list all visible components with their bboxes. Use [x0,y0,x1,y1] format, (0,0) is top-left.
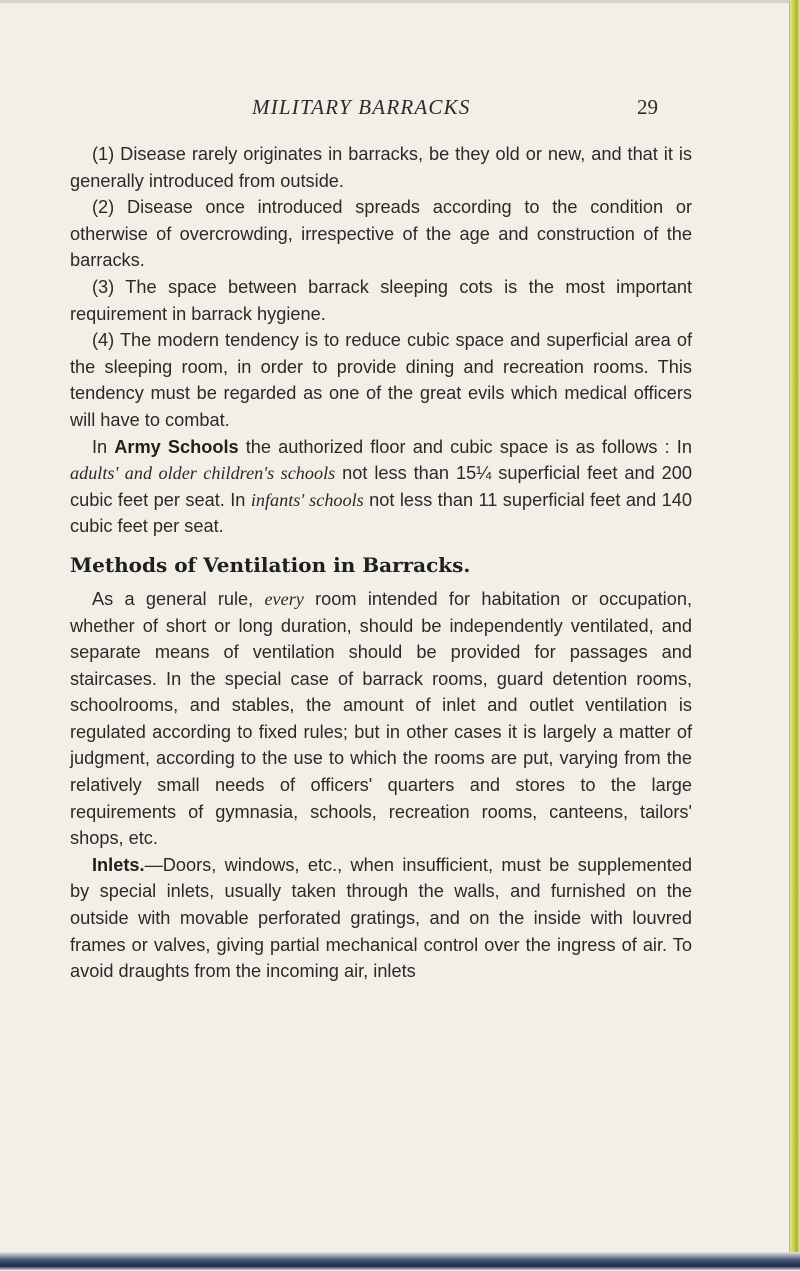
paragraph-2: (2) Disease once introduced spreads according to the condition or otherwise of overcrowding, irrespective of the age and construction of the barracks. [70,197,692,271]
paragraph-4: (4) The modern tendency is to reduce cubic space and superficial area of the sleeping room, in order to provide dining and recreation rooms. This tendency must be regarded as one of the great evils which medical officers will have to combat. [70,330,692,430]
inlets-term: Inlets. [92,854,145,875]
section-heading: Methods of Ventilation in Barracks. [70,552,471,577]
army-schools-text-3: not less than 11 superficial feet and 140 cubic feet per seat. [70,489,693,537]
inlets-text: —Doors, windows, etc., when insufficient, must be supplemented by special inlets, usually taken through the walls, and furnished on the outside with movable perforated gratings, and on the inside with louvred frames or valves, giving partial mechanical control over the ingress of air. To avoid draughts from the incoming air, inlets [70,854,692,982]
page-number: 29 [637,95,658,119]
paragraph-inlets [70,852,692,985]
paragraph-1: (1) Disease rarely originates in barracks, be they old or new, and that it is generally introduced from outside. [70,144,692,191]
page-header [0,95,790,125]
army-schools-term: Army Schools [114,436,239,457]
running-head: MILITARY BARRACKS [252,95,471,119]
army-schools-italic-adults: adults' and older children's schools [70,463,336,484]
page-edge-right [790,0,800,1263]
army-schools-text-2: not less than 15¼ superficial feet and 200 cubic feet per seat. In [70,463,692,510]
page-body [70,141,692,985]
paragraph-3: (3) The space between barrack sleeping cots is the most important requirement in barrack hygiene. [70,276,692,324]
army-schools-text-1: the authorized floor and cubic space is as follows : In [238,436,692,457]
general-rule-text-2: room intended for habitation or occupation, whether of short or long duration, should be independently ventilated, and separate means of ventilation should be provided for passages and staircases. In the special case of barrack rooms, guard detention rooms, schoolrooms, and stables, the amount of inlet and outlet ventilation is regulated according to fixed rules; but in other cases it is largely a matter of judgment, according to the use to which the rooms are put, varying from the relatively small needs of officers' quarters and stores to the large requirements of gymnasia, schools, recreation rooms, canteens, tailors' shops, etc. [70,588,693,849]
general-rule-text-1: As a general rule, [92,588,265,609]
army-schools-lead: In [92,436,115,457]
paragraph-general-rule [70,586,692,852]
paragraph-army-schools [70,434,692,540]
army-schools-italic-infants: infants' schools [250,489,364,510]
general-rule-italic-every: every [264,588,304,609]
page-edge-bottom [0,1252,800,1271]
